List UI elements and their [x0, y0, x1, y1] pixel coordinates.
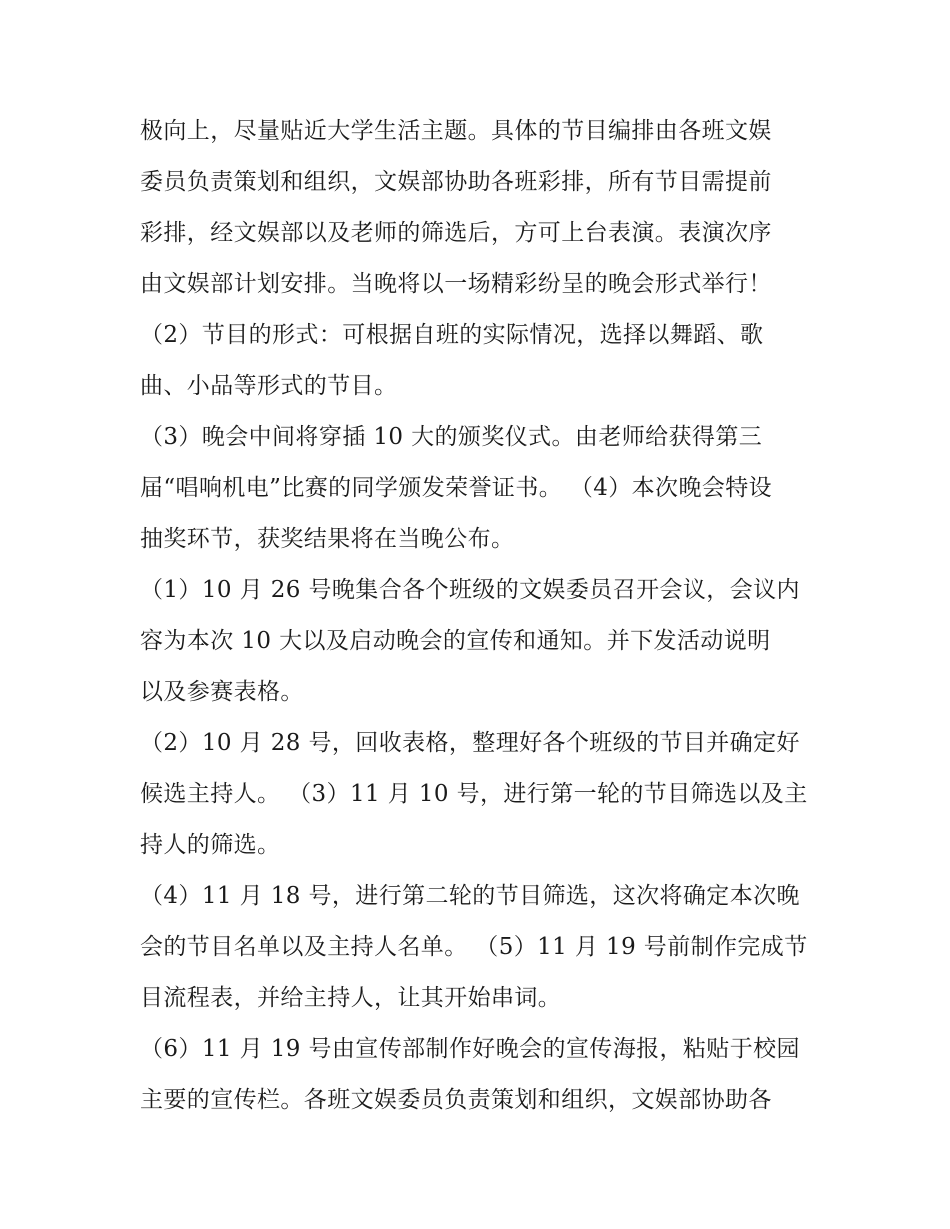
- text-line: 候选主持人。 （3）11 月 10 号，进行第一轮的节目筛选以及主: [140, 781, 808, 807]
- text-line: （1）10 月 26 号晚集合各个班级的文娱委员召开会议，会议内: [140, 577, 800, 603]
- text-line: 届“唱响机电”比赛的同学颁发荣誉证书。 （4）本次晚会特设: [140, 475, 773, 501]
- text-line: 极向上，尽量贴近大学生活主题。具体的节目编排由各班文娱: [140, 118, 772, 144]
- text-line: （2）10 月 28 号，回收表格，整理好各个班级的节目并确定好: [140, 730, 800, 756]
- text-line: （2）节目的形式：可根据自班的实际情况，选择以舞蹈、歌: [140, 322, 764, 348]
- text-line: 容为本次 10 大以及启动晚会的宣传和通知。并下发活动说明: [140, 628, 771, 654]
- text-line: 以及参赛表格。: [140, 679, 304, 705]
- text-line: 曲、小品等形式的节目。: [140, 373, 398, 399]
- text-line: （3）晚会中间将穿插 10 大的颁奖仪式。由老师给获得第三: [140, 424, 763, 450]
- text-line: 目流程表，并给主持人，让其开始串词。: [140, 985, 562, 1011]
- text-line: 彩排，经文娱部以及老师的筛选后，方可上台表演。表演次序: [140, 220, 772, 246]
- text-line: 委员负责策划和组织，文娱部协助各班彩排，所有节目需提前: [140, 169, 772, 195]
- text-line: （6）11 月 19 号由宣传部制作好晚会的宣传海报，粘贴于校园: [140, 1036, 800, 1062]
- body-text: [140, 106, 830, 1126]
- text-line: （4）11 月 18 号，进行第二轮的节目筛选，这次将确定本次晚: [140, 883, 800, 909]
- text-line: 主要的宣传栏。各班文娱委员负责策划和组织，文娱部协助各: [140, 1087, 772, 1113]
- text-line: 会的节目名单以及主持人名单。 （5）11 月 19 号前制作完成节: [140, 934, 808, 960]
- text-line: 持人的筛选。: [140, 832, 281, 858]
- text-line: 由文娱部计划安排。当晚将以一场精彩纷呈的晚会形式举行！: [140, 271, 772, 297]
- text-line: 抽奖环节，获奖结果将在当晚公布。: [140, 526, 515, 552]
